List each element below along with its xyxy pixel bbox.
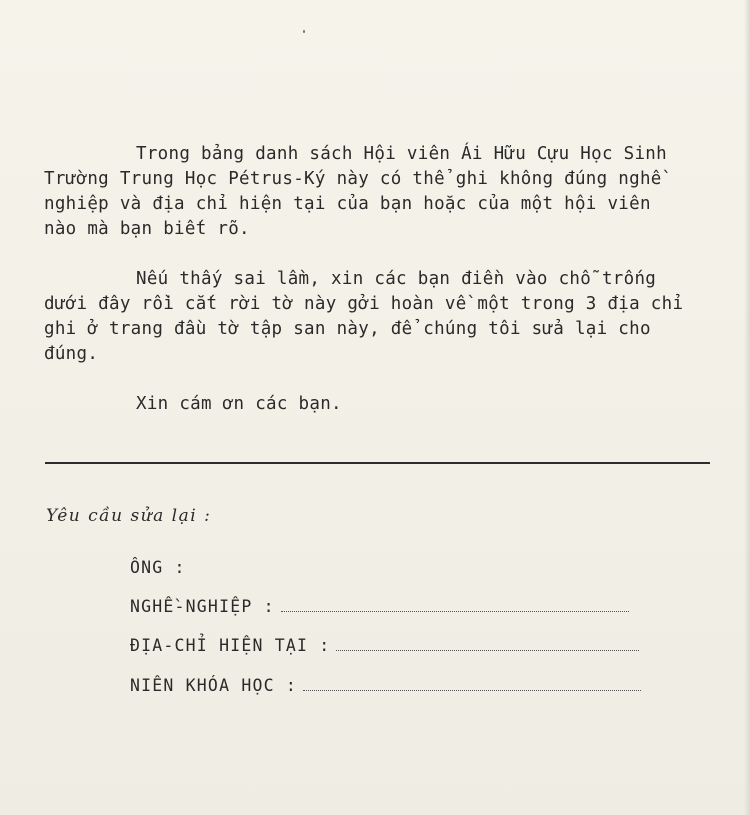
closing-line-container	[44, 392, 714, 417]
notice-paragraph-1	[44, 142, 714, 242]
nien-khoa-blank-field[interactable]	[303, 690, 641, 691]
form-row-nghe-nghiep	[130, 594, 629, 618]
dia-chi-label: ĐỊA-CHỈ HIỆN TẠI :	[130, 635, 331, 655]
notice-paragraph-2-line: dưới đây rồi cắt rời tờ này gởi hoàn về một trong 3 địa chỉ	[44, 294, 684, 314]
notice-paragraph-1-line: nghiệp và địa chỉ hiện tại của bạn hoặc của một hội viên	[44, 194, 651, 214]
correction-request-heading: Yêu cầu sửa lại :	[46, 506, 212, 526]
dia-chi-blank-field[interactable]	[336, 650, 639, 651]
notice-paragraph-1-line: nào mà bạn biết rõ.	[44, 219, 250, 239]
notice-paragraph-2-line: đúng.	[44, 344, 99, 364]
paper-speck	[303, 30, 305, 33]
notice-paragraph-2-line: Nếu thấy sai lầm, xin các bạn điền vào chỗ trống	[136, 269, 657, 289]
form-row-ong	[130, 555, 186, 579]
nghe-nghiep-label: NGHỀ-NGHIỆP :	[130, 596, 275, 616]
notice-paragraph-1-line: Trong bảng danh sách Hội viên Ái Hữu Cựu Học Sinh	[136, 144, 667, 164]
ong-label: ÔNG :	[130, 557, 186, 577]
nien-khoa-label: NIÊN KHÓA HỌC :	[130, 675, 298, 695]
form-row-nien-khoa	[130, 673, 641, 697]
closing-line: Xin cám ơn các bạn.	[136, 394, 342, 414]
form-row-dia-chi	[130, 633, 639, 657]
nghe-nghiep-blank-field[interactable]	[281, 611, 629, 612]
notice-paragraph-2-line: ghi ở trang đầu tờ tập san này, để chúng tôi sửa lại cho	[44, 319, 651, 339]
cut-line-divider	[45, 462, 710, 464]
notice-paragraph-2	[44, 267, 714, 367]
page-edge-shadow	[744, 0, 750, 815]
notice-paragraph-1-line: Trường Trung Học Pétrus-Ký này có thể ghi không đúng nghề	[44, 169, 662, 189]
